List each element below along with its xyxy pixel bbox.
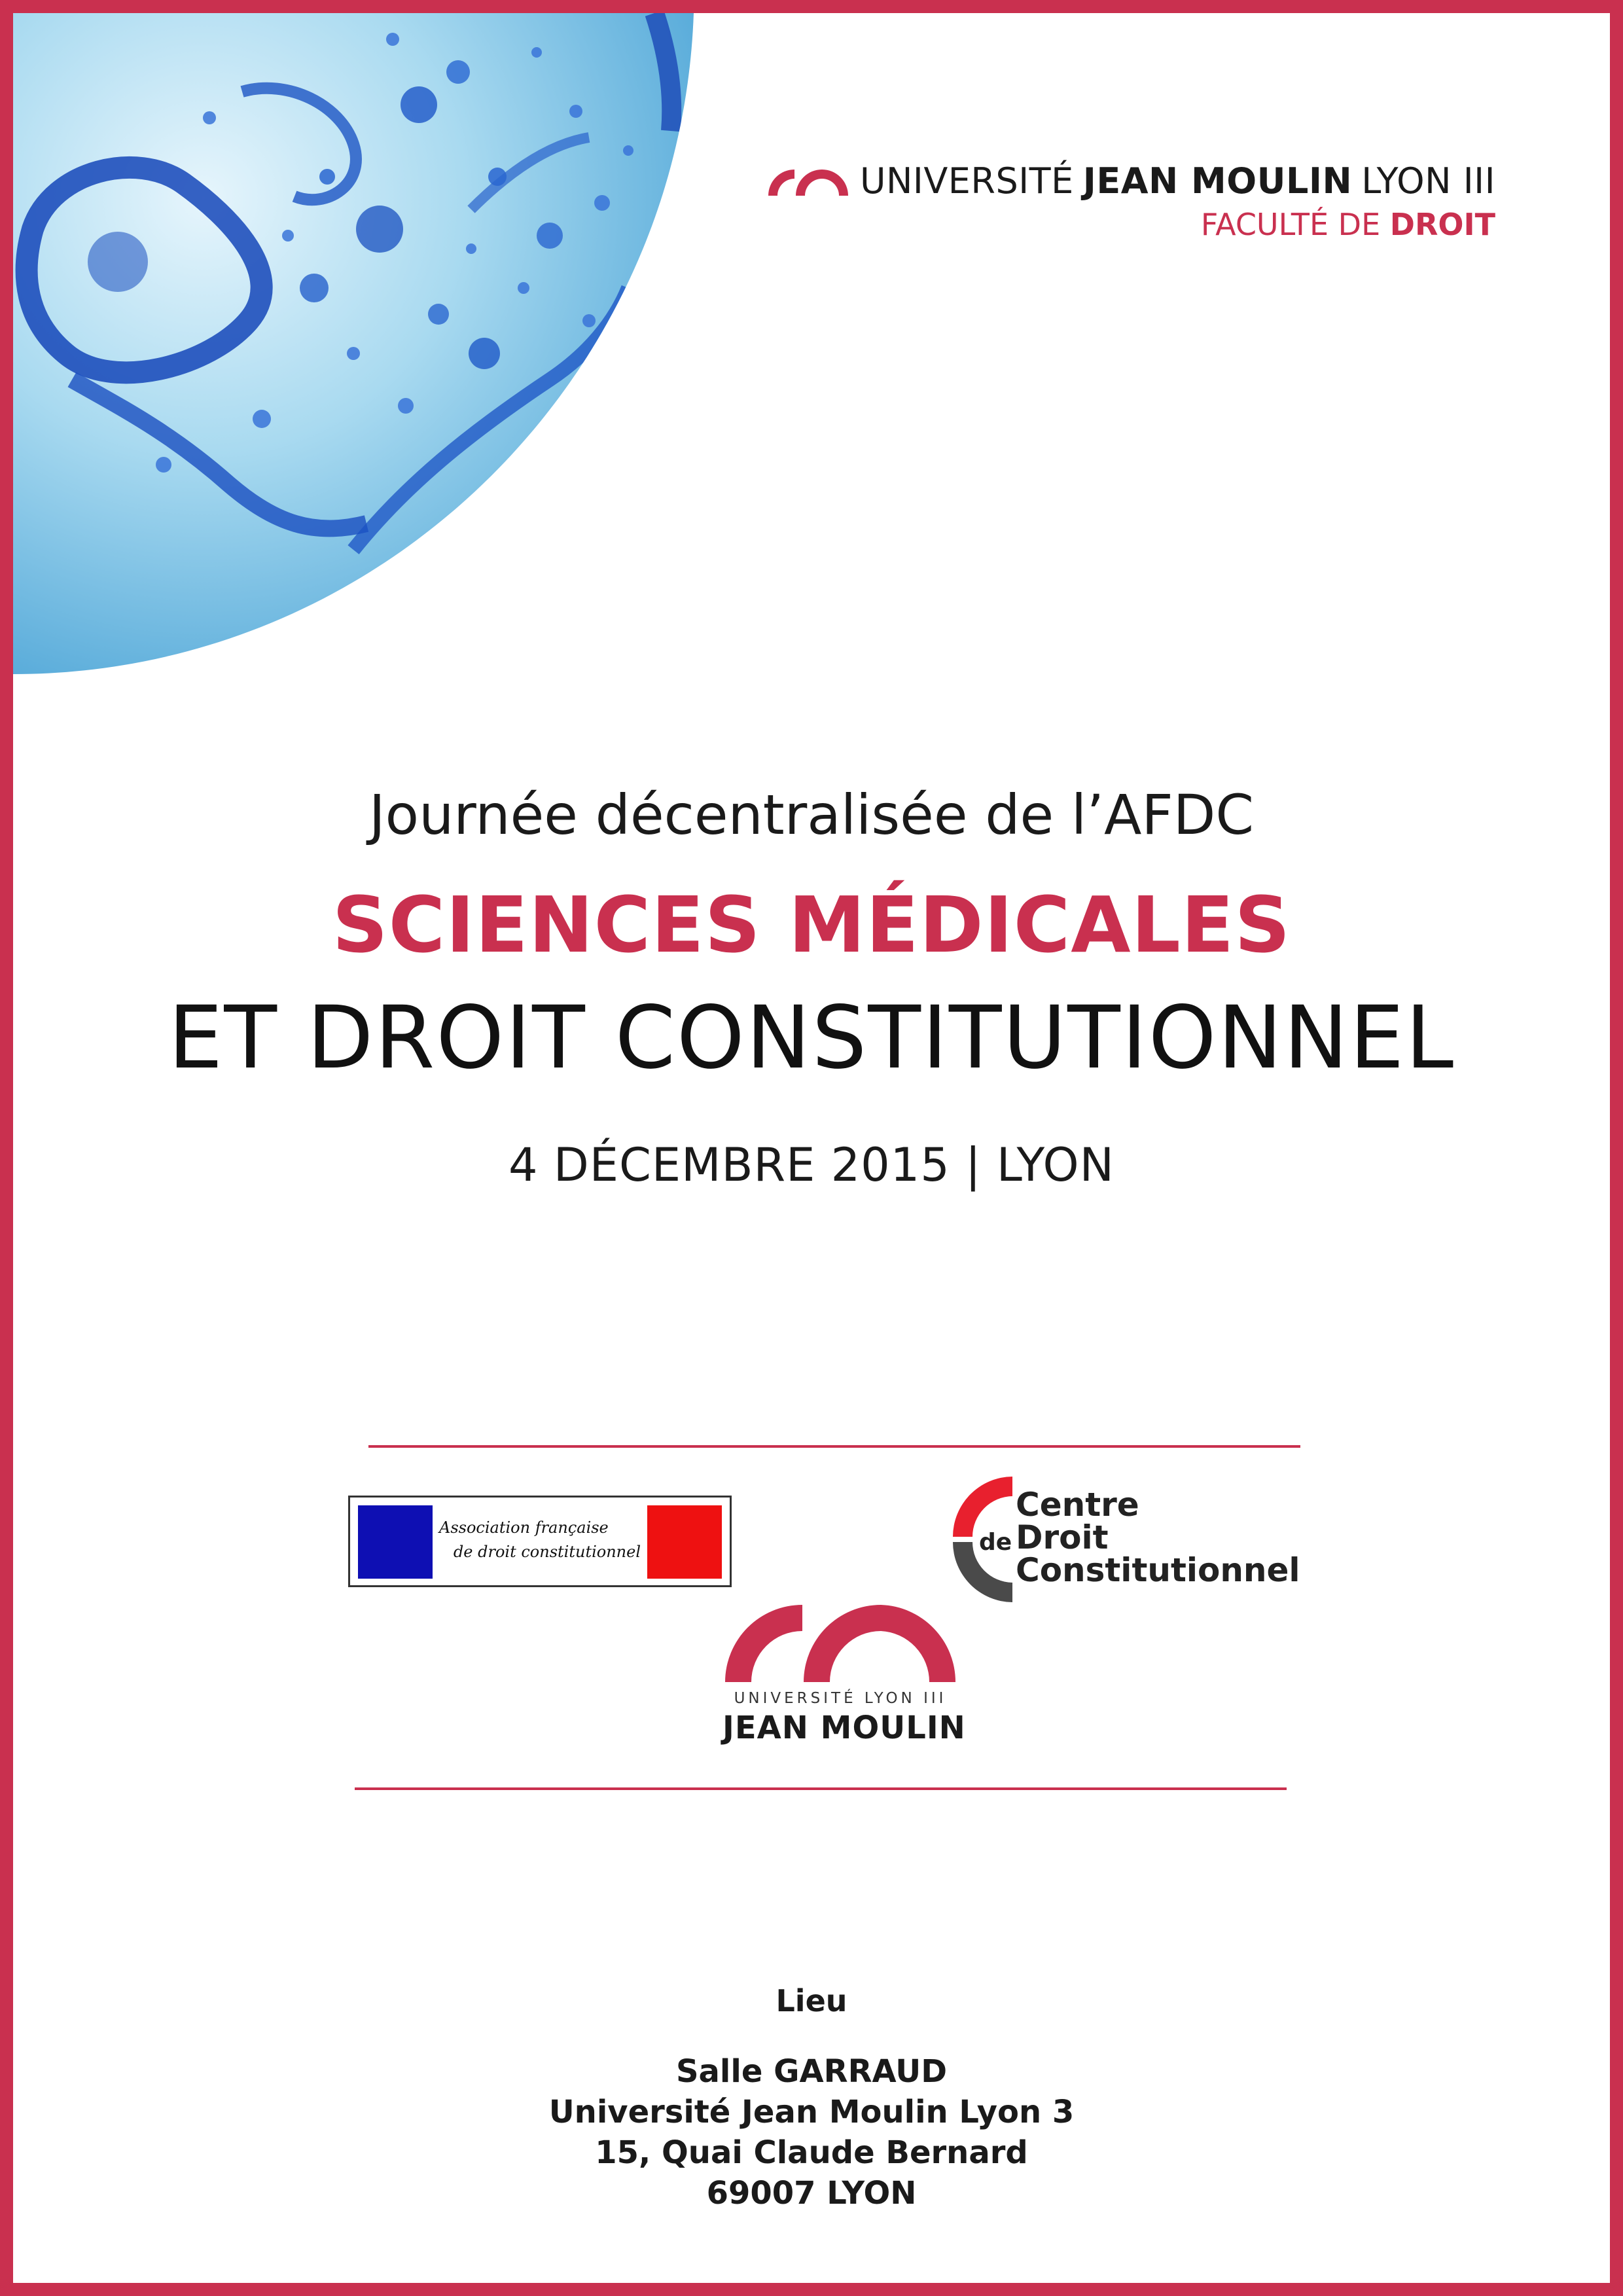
divider-bottom xyxy=(355,1787,1287,1790)
venue-line-1: Salle GARRAUD xyxy=(675,2053,948,2090)
cdc-words xyxy=(1016,1488,1300,1587)
event-subtitle: Journée décentralisée de l’AFDC xyxy=(368,783,1255,847)
venue-line-4: 69007 LYON xyxy=(706,2175,917,2212)
ujm-arcs-icon xyxy=(766,167,851,196)
cdc-word-de: de xyxy=(979,1529,1012,1556)
header-prefix: UNIVERSITÉ xyxy=(860,160,1074,202)
afdc-logo xyxy=(348,1496,732,1587)
afdc-flag-red xyxy=(647,1505,722,1579)
venue-line-2: Université Jean Moulin Lyon 3 xyxy=(548,2094,1075,2130)
header-university-logo xyxy=(766,160,1495,242)
header-faculty-bold: DROIT xyxy=(1389,207,1495,242)
event-titles xyxy=(13,782,1610,1193)
header-faculty xyxy=(766,207,1495,242)
ujm-logo xyxy=(722,1597,966,1746)
header-logo-line1 xyxy=(766,160,1495,202)
divider-top xyxy=(368,1445,1300,1448)
water-bubble-image xyxy=(13,13,694,674)
header-faculty-light: FACULTÉ DE xyxy=(1200,207,1381,242)
event-date-line: 4 DÉCEMBRE 2015 | LYON xyxy=(508,1138,1115,1193)
ujm-big-text: JEAN MOULIN xyxy=(722,1710,966,1746)
cdc-word-constitutionnel: Constitutionnel xyxy=(1016,1551,1300,1589)
header-name: JEAN MOULIN xyxy=(1082,160,1353,202)
afdc-line1: Association française xyxy=(439,1518,609,1537)
venue-block xyxy=(13,1983,1610,2214)
header-suffix: LYON III xyxy=(1361,160,1495,202)
venue-line-3: 15, Quai Claude Bernard xyxy=(595,2134,1028,2171)
afdc-text xyxy=(435,1516,645,1564)
event-title-sub: ET DROIT CONSTITUTIONNEL xyxy=(168,988,1455,1089)
afdc-line2: de droit constitutionnel xyxy=(453,1543,641,1562)
ujm-large-arcs-icon xyxy=(722,1597,958,1682)
cdc-word-centre: Centre xyxy=(1016,1486,1139,1524)
event-title-main: SCIENCES MÉDICALES xyxy=(332,879,1291,970)
cdc-logo xyxy=(950,1474,1304,1605)
ujm-small-text: UNIVERSITÉ LYON III xyxy=(734,1690,947,1707)
venue-label: Lieu xyxy=(776,1983,847,2018)
cdc-word-droit: Droit xyxy=(1016,1518,1109,1556)
afdc-flag-blue xyxy=(358,1505,433,1579)
